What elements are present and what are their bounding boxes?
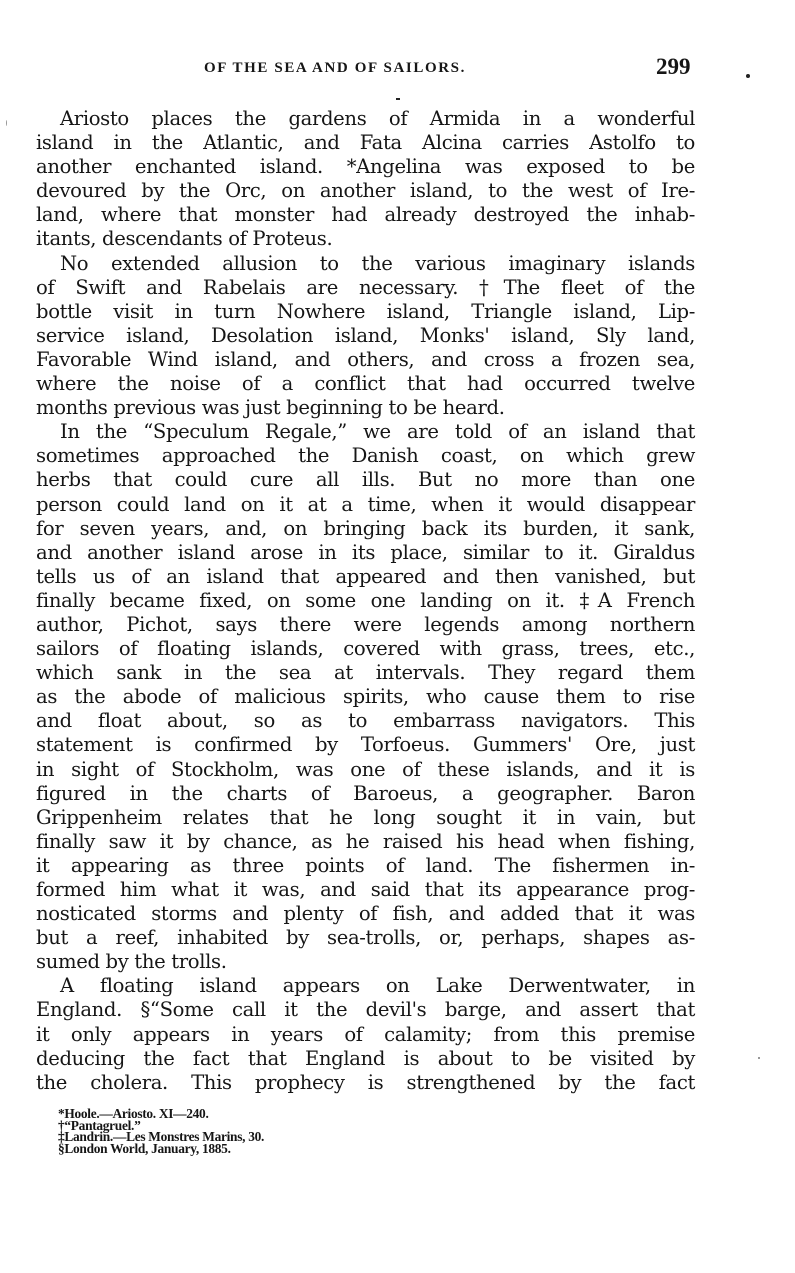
scan-speck (758, 1057, 760, 1059)
text-line: island in the Atlantic, and Fata Alcina carries Astolfo to (36, 131, 695, 155)
text-line: sailors of floating islands, covered with grass, trees, etc., (36, 637, 695, 661)
text-line: nosticated storms and plenty of fish, and added that it was (36, 902, 695, 926)
text-line: statement is confirmed by Torfoeus. Gummers' Ore, just (36, 733, 695, 757)
paragraph (36, 252, 695, 421)
text-line: sometimes approached the Danish coast, on which grew (36, 444, 695, 468)
footnote: †“Pantagruel.” (58, 1117, 141, 1133)
text-line: A floating island appears on Lake Derwentwater, in (60, 974, 695, 998)
text-line: In the “Speculum Regale,” we are told of an island that (60, 420, 695, 444)
text-line: of Swift and Rabelais are necessary. †The fleet of the (36, 275, 695, 299)
page-number: 299 (656, 54, 691, 79)
footnote: *Hoole.—Ariosto. XI—240. (58, 1106, 209, 1121)
text-line: but a reef, inhabited by sea-trolls, or, perhaps, shapes as- (36, 926, 695, 950)
text-line: sumed by the trolls. (36, 950, 227, 974)
text-line: person could land on it at a time, when it would disappear (36, 492, 695, 516)
text-line: No extended allusion to the various imaginary islands (60, 251, 695, 275)
text-line: Grippenheim relates that he long sought it in vain, but (36, 805, 695, 829)
text-line: it only appears in years of calamity; from this premise (36, 1022, 695, 1046)
text-line: service island, Desolation island, Monks' island, Sly land, (36, 323, 695, 347)
text-line: it appearing as three points of land. The fishermen in- (36, 853, 695, 877)
text-line: figured in the charts of Baroeus, a geographer. Baron (36, 781, 695, 805)
text-line: and float about, so as to embarrass navigators. This (36, 709, 695, 733)
paragraph (36, 107, 695, 252)
text-line: land, where that monster had already destroyed the inhab- (36, 203, 695, 227)
footnote: §London World, January, 1885. (58, 1140, 231, 1156)
text-line: finally saw it by chance, as he raised his head when fishing, (36, 829, 695, 853)
text-line: formed him what it was, and said that its appearance prog- (36, 878, 695, 901)
page-header (0, 54, 795, 84)
scan-speck (396, 98, 400, 100)
text-line: in sight of Stockholm, was one of these islands, and it is (36, 757, 695, 781)
paragraph (36, 974, 695, 1094)
text-line: for seven years, and, on bringing back its burden, it sank, (36, 516, 695, 540)
text-line: finally became fixed, on some one landing on it. ‡A French (36, 588, 695, 612)
text-line: devoured by the Orc, on another island, to the west of Ire- (36, 179, 695, 203)
text-line: months previous was just beginning to be heard. (36, 396, 505, 420)
text-line: Favorable Wind island, and others, and cross a frozen sea, (36, 347, 695, 371)
paragraph (36, 420, 695, 974)
body-text (36, 107, 695, 1095)
running-title: OF THE SEA AND OF SAILORS. (204, 60, 466, 76)
scan-speck (6, 120, 7, 126)
text-line: another enchanted island. *Angelina was exposed to be (36, 155, 695, 179)
text-line: deducing the fact that England is about to be visited by (36, 1046, 695, 1070)
text-line: tells us of an island that appeared and then vanished, but (36, 564, 695, 588)
text-line: where the noise of a conflict that had occurred twelve (36, 372, 695, 396)
text-line: herbs that could cure all ills. But no more than one (36, 468, 695, 492)
text-line: and another island arose in its place, similar to it. Giraldus (36, 540, 695, 564)
text-line: which sank in the sea at intervals. They regard them (36, 661, 695, 685)
text-line: itants, descendants of Proteus. (36, 227, 333, 251)
footnotes (58, 1108, 264, 1154)
scan-speck (746, 74, 750, 78)
footnote: ‡Landrin.—Les Monstres Marins, 30. (58, 1129, 265, 1144)
text-line: Ariosto places the gardens of Armida in a wonderful (60, 107, 695, 130)
text-line: as the abode of malicious spirits, who cause them to rise (36, 685, 695, 709)
text-line: the cholera. This prophecy is strengthened by the fact (36, 1070, 695, 1094)
text-line: author, Pichot, says there were legends among northern (36, 612, 695, 636)
text-line: bottle visit in turn Nowhere island, Triangle island, Lip- (36, 299, 695, 323)
text-line: England. §“Some call it the devil's barge, and assert that (36, 998, 695, 1022)
